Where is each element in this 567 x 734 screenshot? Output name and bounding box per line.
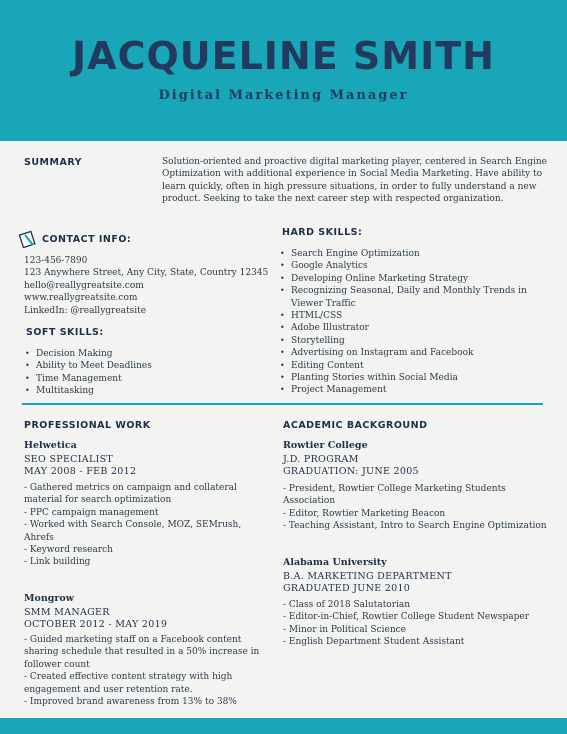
job-role-title: SEO SPECIALIST <box>24 454 114 465</box>
contact-website[interactable]: www.reallygreatsite.com <box>24 293 138 304</box>
summary-line: product. Seeking to take the next career step with respected organization. <box>162 194 504 205</box>
soft-skills-heading: SOFT SKILLS: <box>26 327 104 338</box>
list-item: • Time Management <box>24 373 152 385</box>
description-line: Association <box>283 496 336 507</box>
hard-skills-list <box>279 248 527 397</box>
list-item: • Multitasking <box>24 385 152 397</box>
school-program <box>283 571 452 595</box>
job-description <box>24 634 259 708</box>
description-line: - Link building <box>24 557 91 568</box>
description-line: - Minor in Political Science <box>283 624 406 635</box>
school-name: Alabama University <box>283 557 387 568</box>
summary-line: learn quickly, often in high pressure situations, in order to fully understand a new <box>162 181 537 192</box>
job-company: Mongrow <box>24 593 74 604</box>
list-item-continued: Viewer Traffic <box>291 298 356 309</box>
list-item: • Adobe Illustrator <box>279 322 527 334</box>
list-item: • Project Management <box>279 384 527 396</box>
job-role-title: SMM MANAGER <box>24 607 110 618</box>
description-line: - Gathered metrics on campaign and collateral <box>24 483 237 493</box>
description-line: sharing schedule that resulted in a 50% increase in <box>24 647 260 658</box>
school-program <box>283 454 419 478</box>
program-name: B.A. MARKETING DEPARTMENT <box>283 571 452 582</box>
description-line: - Guided marketing staff on a Facebook content <box>24 635 242 645</box>
job-dates: OCTOBER 2012 - MAY 2019 <box>24 619 168 630</box>
graduation-date: GRADUATION: JUNE 2005 <box>283 466 419 477</box>
contact-phone: 123-456-7890 <box>24 256 88 266</box>
education-heading: ACADEMIC BACKGROUND <box>283 420 428 431</box>
job-description <box>24 482 241 569</box>
list-item: • Storytelling <box>279 335 527 347</box>
work-heading: PROFESSIONAL WORK <box>24 420 151 431</box>
list-item: • Developing Online Marketing Strategy <box>279 273 527 285</box>
list-item: • Ability to Meet Deadlines <box>24 360 152 372</box>
school-description <box>283 599 529 649</box>
description-line: - Editor, Rowtier Marketing Beacon <box>283 508 446 519</box>
list-item: • Google Analytics <box>279 260 527 272</box>
list-item: • Recognizing Seasonal, Daily and Monthly Trends in <box>279 285 527 297</box>
description-line: material for search optimization <box>24 495 172 506</box>
description-line: - President, Rowtier College Marketing Students <box>283 484 506 494</box>
soft-skills-list <box>24 348 152 398</box>
contact-heading: CONTACT INFO: <box>42 234 132 245</box>
description-line: - PPC campaign management <box>24 507 159 518</box>
description-line: follower count <box>24 659 90 670</box>
summary-line: Solution-oriented and proactive digital marketing player, centered in Search Engine <box>162 157 547 167</box>
job-title: Digital Marketing Manager <box>158 88 409 103</box>
summary-line: Optimization with additional experience in Social Media Marketing. Have ability to <box>162 169 543 180</box>
footer-bar <box>0 718 567 734</box>
list-item: • Editing Content <box>279 360 527 372</box>
contact-email[interactable]: hello@reallygreatsite.com <box>24 280 144 291</box>
list-item: • Planting Stories within Social Media <box>279 372 527 384</box>
contact-linkedin[interactable]: LinkedIn: @reallygreatsite <box>24 305 147 316</box>
description-line: - Class of 2018 Salutatorian <box>283 600 411 610</box>
school-name: Rowtier College <box>283 440 368 451</box>
description-line: Ahrefs <box>24 532 54 543</box>
contact-details <box>24 255 268 317</box>
section-divider <box>22 403 543 405</box>
job-role <box>24 607 167 631</box>
summary-heading: SUMMARY <box>24 157 82 168</box>
description-line: - Teaching Assistant, Intro to Search Engine Optimization <box>283 521 547 532</box>
description-line: engagement and user retention rate. <box>24 684 193 695</box>
job-role <box>24 454 136 478</box>
job-company: Helwetica <box>24 440 77 451</box>
list-item: • Search Engine Optimization <box>279 248 527 260</box>
description-line: - Improved brand awareness from 13% to 38% <box>24 697 237 708</box>
list-item: • HTML/CSS <box>279 310 527 322</box>
summary-text <box>162 156 547 206</box>
list-item: • Advertising on Instagram and Facebook <box>279 347 527 359</box>
school-description <box>283 483 547 533</box>
description-line: - Keyword research <box>24 545 113 556</box>
description-line: - Created effective content strategy with high <box>24 672 233 683</box>
notepad-icon <box>18 230 38 248</box>
job-dates: MAY 2008 - FEB 2012 <box>24 466 137 477</box>
candidate-name: JACQUELINE SMITH <box>72 34 495 78</box>
description-line: - English Department Student Assistant <box>283 637 465 648</box>
list-item: • Decision Making <box>24 348 152 360</box>
contact-address: 123 Anywhere Street, Any City, State, Country 12345 <box>24 268 269 279</box>
description-line: - Worked with Search Console, MOZ, SEMrush, <box>24 520 242 531</box>
graduation-date: GRADUATED JUNE 2010 <box>283 583 411 594</box>
program-name: J.D. PROGRAM <box>283 454 359 465</box>
description-line: - Editor-in-Chief, Rowtier College Student Newspaper <box>283 612 530 623</box>
hard-skills-heading: HARD SKILLS: <box>282 227 363 238</box>
